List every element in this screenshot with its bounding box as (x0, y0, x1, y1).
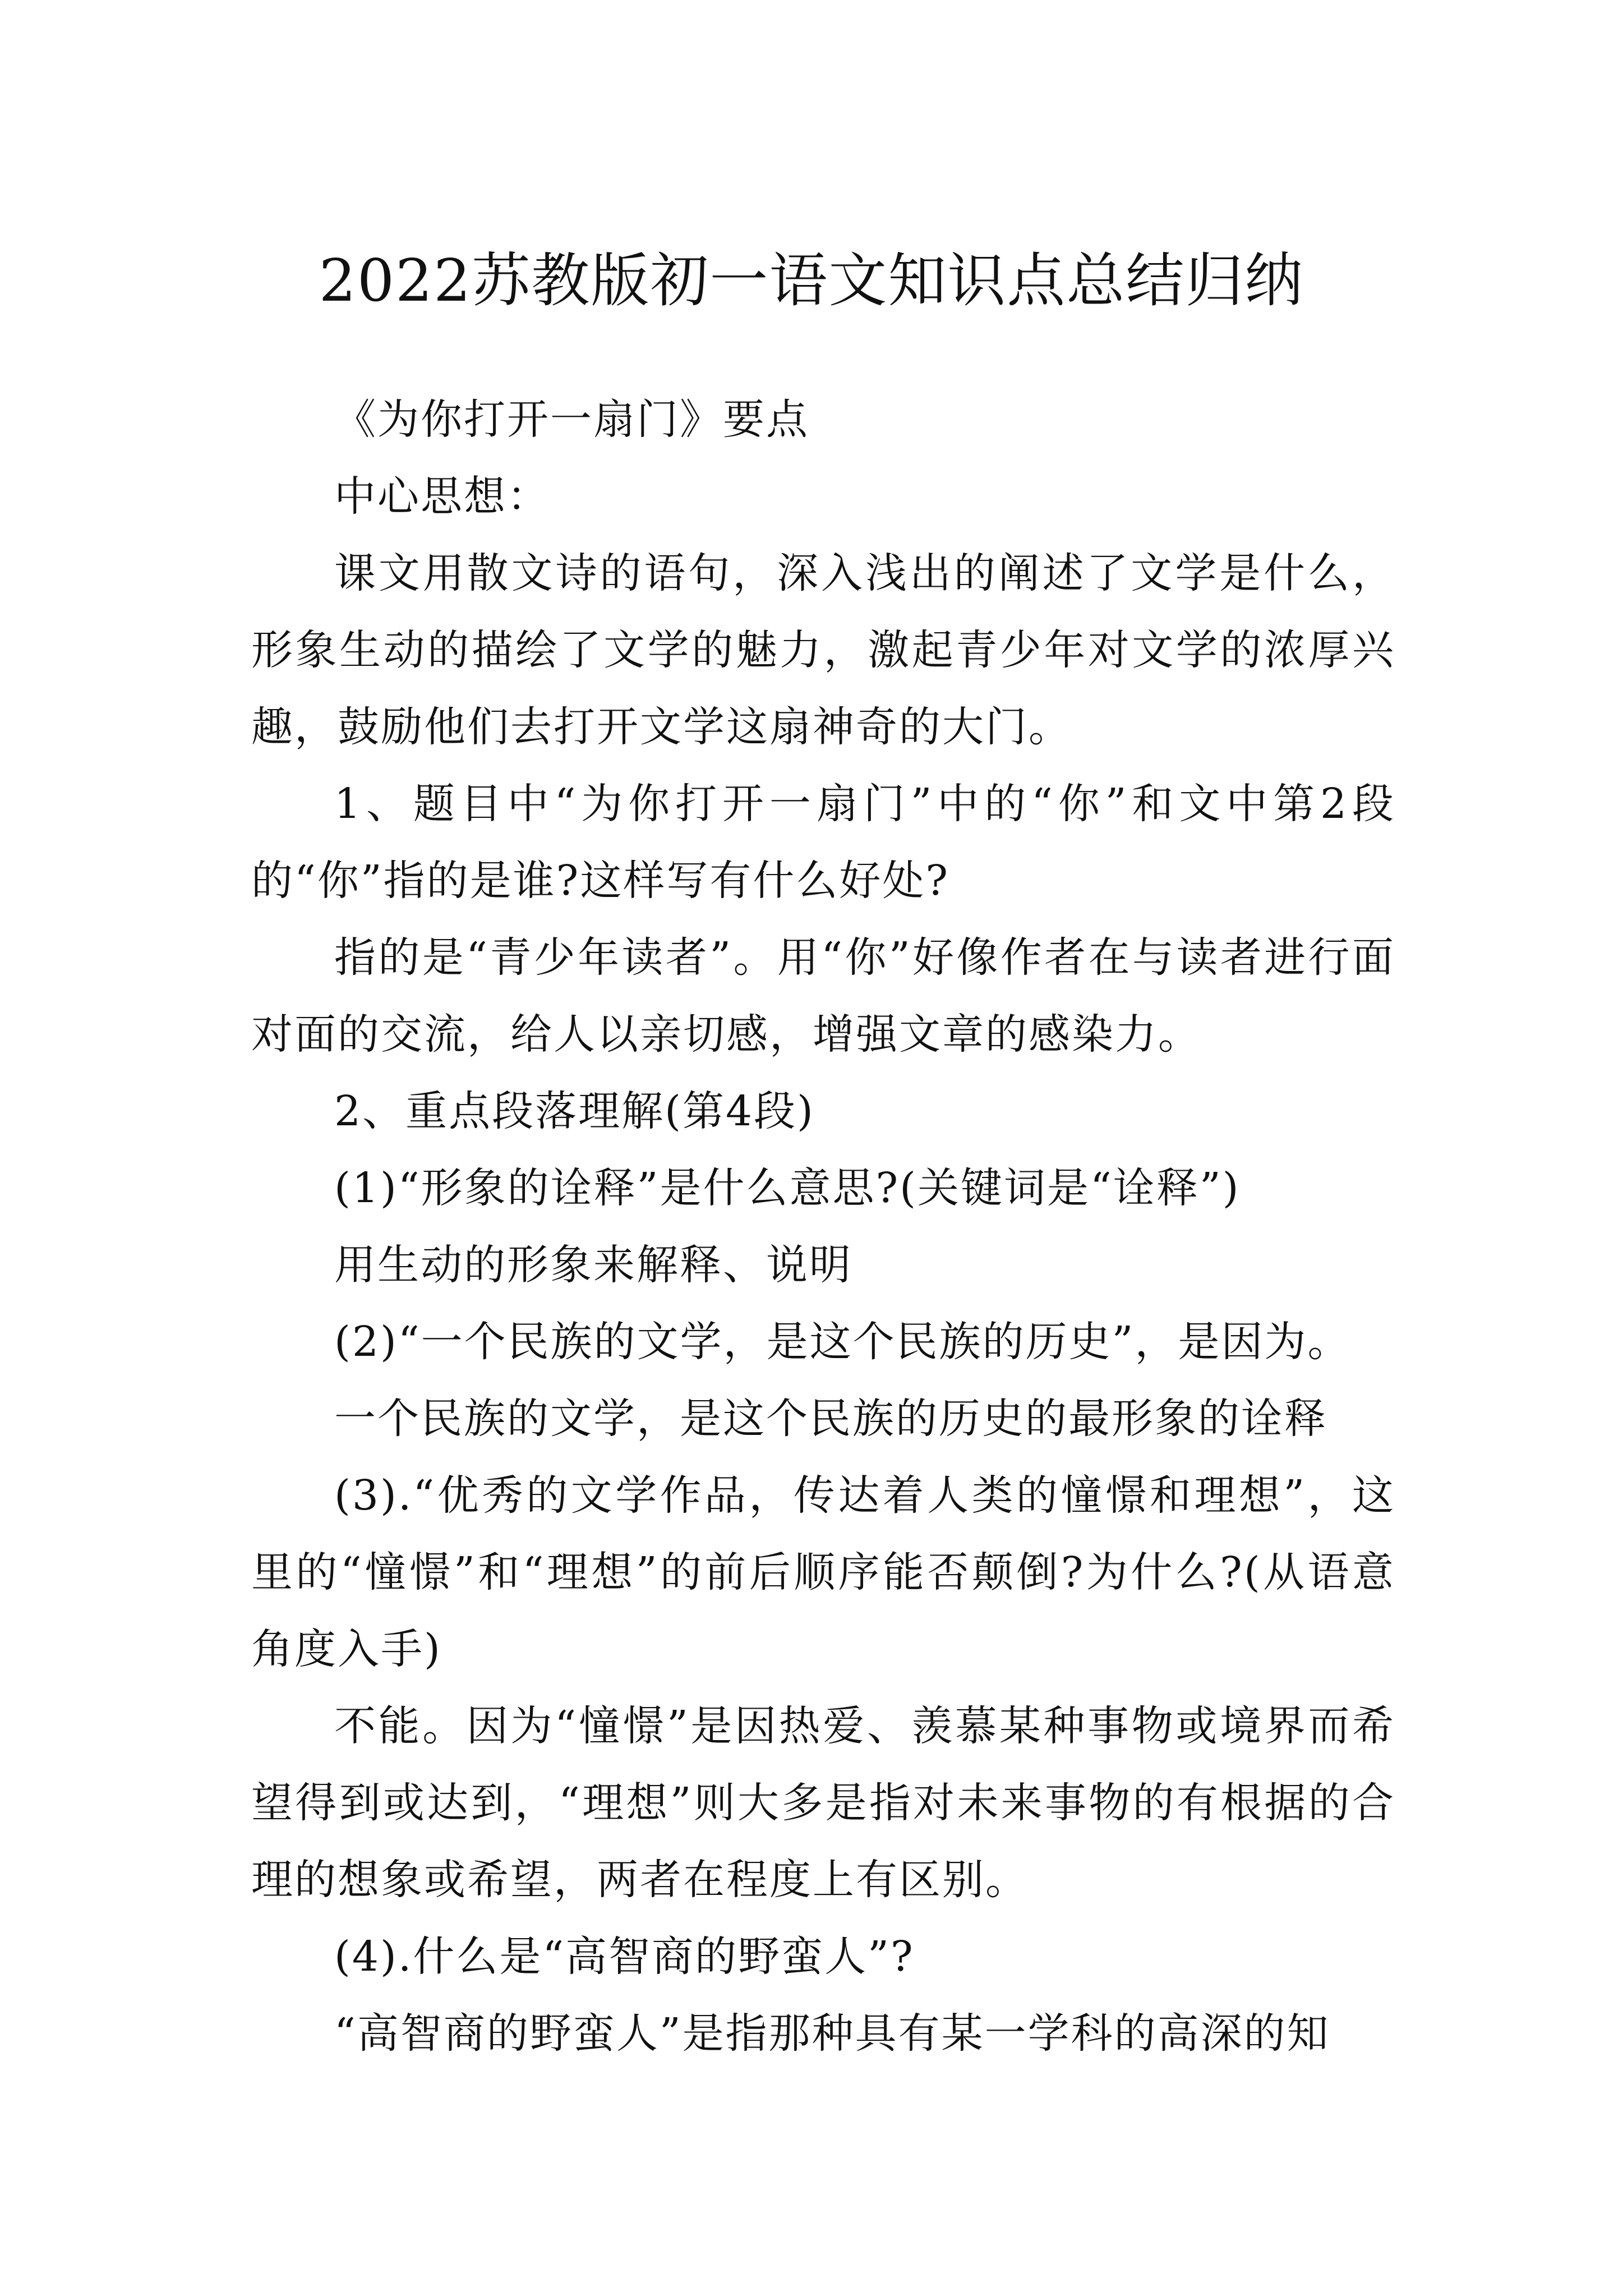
answer-2-2: 一个民族的文学，是这个民族的历史的最形象的诠释 (334, 1395, 1327, 1443)
question-2-3: (3).“优秀的文学作品，传达着人类的憧憬和理想”，这里的“憧憬”和“理想”的前后顺序能否颠倒?为什么?(从语意角度入手) (251, 1471, 1395, 1673)
subheading-central-idea: 中心思想： (334, 472, 550, 521)
paragraph-central-idea: 课文用散文诗的语句，深入浅出的阐述了文学是什么，形象生动的描绘了文学的魅力，激起青少年对文学的浓厚兴趣，鼓励他们去打开文学这扇神奇的大门。 (251, 549, 1395, 751)
question-2-1: (1)“形象的诠释”是什么意思?(关键词是“诠释”) (334, 1164, 1241, 1212)
question-2-4: (4).什么是“高智商的野蛮人”? (334, 1932, 915, 1981)
question-2-2: (2)“一个民族的文学，是这个民族的历史”，是因为。 (334, 1318, 1351, 1366)
document-title: 2022苏教版初一语文知识点总结归纳 (319, 246, 1304, 315)
section-heading: 《为你打开一扇门》要点 (334, 395, 809, 444)
answer-1: 指的是“青少年读者”。用“你”好像作者在与读者进行面对面的交流，给人以亲切感，增强文章的感染力。 (251, 933, 1395, 1059)
question-2: 2、重点段落理解(第4段) (334, 1087, 815, 1135)
answer-2-3: 不能。因为“憧憬”是因热爱、羡慕某种事物或境界而希望得到或达到，“理想”则大多是指对未来事物的有根据的合理的想象或希望，两者在程度上有区别。 (251, 1702, 1395, 1904)
question-1: 1、题目中“为你打开一扇门”中的“你”和文中第2段的“你”指的是谁?这样写有什么好处? (251, 780, 1395, 905)
document-body (251, 381, 1395, 2072)
answer-2-1: 用生动的形象来解释、说明 (334, 1241, 852, 1289)
answer-2-4: “高智商的野蛮人”是指那种具有某一学科的高深的知 (334, 2009, 1330, 2058)
